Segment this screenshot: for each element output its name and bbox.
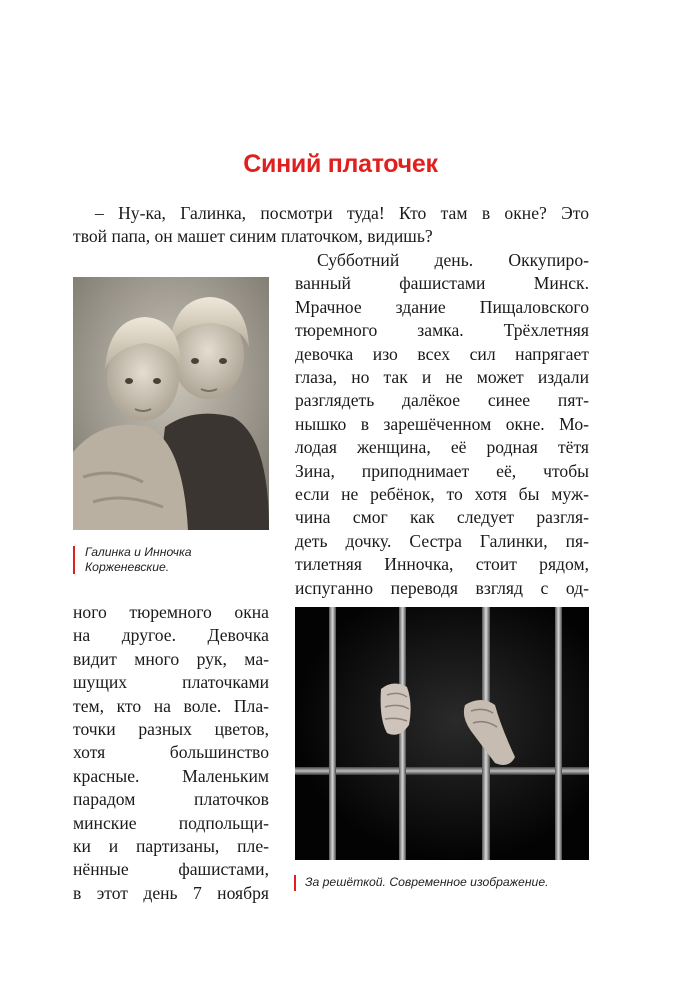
text-line: если не ребёнок, то хотя бы муж- <box>295 484 589 505</box>
children-photo <box>73 277 269 530</box>
text-line: красные. Маленьким <box>73 765 269 786</box>
children-photo-image <box>73 277 269 530</box>
text-line: Зина, приподнимает её, чтобы <box>295 460 589 481</box>
right-column-text <box>295 249 589 600</box>
text-line: деть дочку. Сестра Галинки, пя- <box>295 530 589 551</box>
text-line: глаза, но так и не может издали <box>295 367 589 388</box>
text-line: точки разных цветов, <box>73 719 269 740</box>
text-line: разглядеть далёкое синее пят- <box>295 390 589 411</box>
text-line: тем, кто на воле. Пла- <box>73 695 269 716</box>
page-title: Синий платочек <box>243 150 438 178</box>
text-line: девочка изо всех сил напрягает <box>295 343 589 364</box>
caption-marker <box>73 546 75 574</box>
text-line: в этот день 7 ноября <box>73 882 269 903</box>
text-line: хотя большинство <box>73 742 269 763</box>
text-line: ванный фашистами Минск. <box>295 273 589 294</box>
text-line: видит много рук, ма- <box>73 648 269 669</box>
text-line: Мрачное здание Пищаловского <box>295 296 589 317</box>
text-line: нышко в зарешёченном окне. Мо- <box>295 413 589 434</box>
text-line: тюремного замка. Трёхлетняя <box>295 320 589 341</box>
photo-caption: За решёткой. Современное изображение. <box>305 875 549 889</box>
text-line: нённые фашистами, <box>73 859 269 880</box>
text-line: ки и партизаны, пле- <box>73 836 269 857</box>
photo-caption: Галинка и Инночка Корженевские. <box>85 545 192 574</box>
text-line: парадом платочков <box>73 789 269 810</box>
text-line: ного тюремного окна <box>73 602 269 622</box>
intro-line: – Ну-ка, Галинка, посмотри туда! Кто там в окне? Это <box>95 203 589 223</box>
text-line: испуганно переводя взгляд с од- <box>295 577 589 598</box>
left-column-text <box>73 601 269 905</box>
text-line: лодая женщина, её родная тётя <box>295 437 589 458</box>
text-line: чина смог как следует разгля- <box>295 507 589 528</box>
prison-bars-image <box>295 607 589 860</box>
intro-line: твой папа, он машет синим платочком, видишь? <box>73 226 433 247</box>
prison-bars-photo <box>295 607 589 860</box>
text-line: шущих платочками <box>73 672 269 693</box>
text-line: Субботний день. Оккупиро- <box>317 250 589 270</box>
text-line: тилетняя Инночка, стоит рядом, <box>295 554 589 575</box>
intro-paragraph <box>73 202 589 249</box>
caption-marker <box>294 875 296 891</box>
text-line: минские подпольщи- <box>73 812 269 833</box>
text-line: на другое. Девочка <box>73 625 269 646</box>
